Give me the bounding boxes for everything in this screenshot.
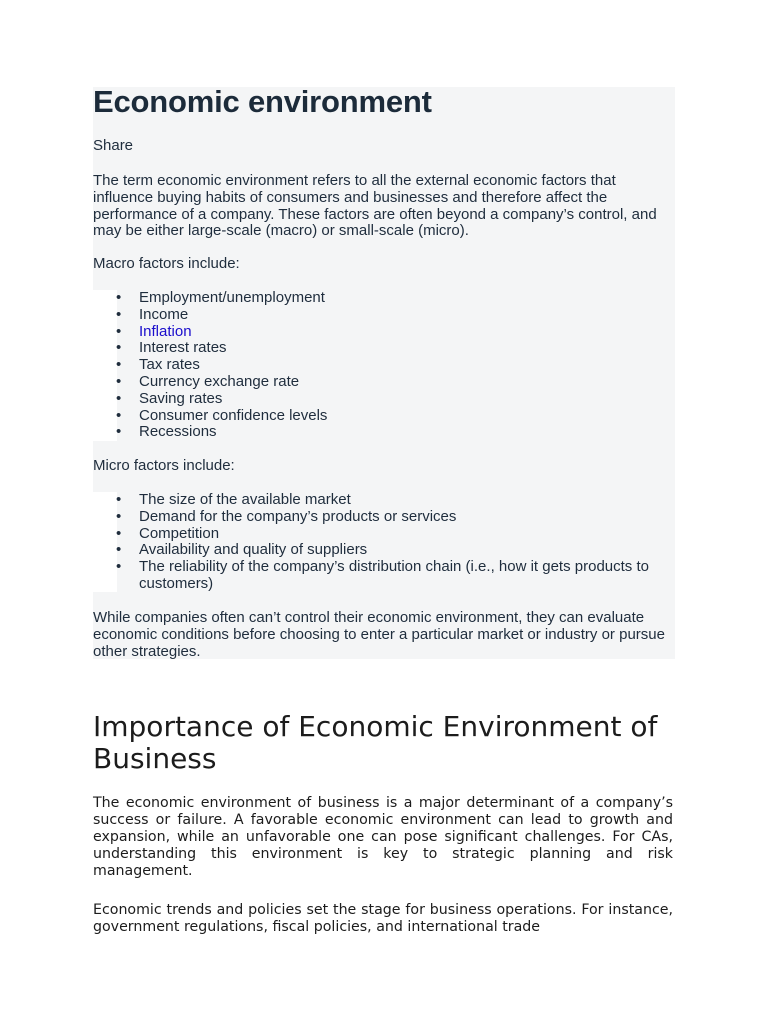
section-paragraph: The economic environment of business is a major determinant of a company’s success or failure. A favorable economic environment can lead to growth and expansion, while an unfavorable one can pose significant challenges. For CAs, understanding this environment is key to strategic planning and risk management. [93, 795, 673, 879]
list-item: • Income [116, 305, 189, 323]
list-item: • Recessions [116, 423, 217, 441]
macro-factors-heading: Macro factors include: [93, 255, 240, 272]
macro-factors-list [93, 290, 675, 441]
article-title: Economic environment [93, 84, 432, 119]
list-item: • Currency exchange rate [116, 372, 300, 390]
list-item: • Inflation [116, 322, 192, 340]
list-item: • The size of the available market [116, 491, 351, 508]
list-item: • Competition [116, 524, 220, 542]
list-item: • The reliability of the company’s distribution chain (i.e., how it gets products to customers) [116, 558, 649, 592]
micro-factors-heading: Micro factors include: [93, 457, 235, 474]
list-item: • Demand for the company’s products or services [116, 507, 457, 525]
micro-factors-list [93, 492, 675, 593]
section-heading: Importance of Economic Environment of Business [93, 710, 658, 775]
closing-paragraph: While companies often can’t control their economic environment, they can evaluate economic conditions before choosing to enter a particular market or industry or pursue other strategies. [93, 609, 665, 660]
list-item: • Availability and quality of suppliers [116, 541, 368, 559]
list-item: • Consumer confidence levels [116, 406, 328, 424]
section-paragraph: Economic trends and policies set the stage for business operations. For instance, government regulations, fiscal policies, and international trade [93, 902, 673, 935]
list-item: • Saving rates [116, 389, 223, 407]
list-item: • Interest rates [116, 339, 227, 357]
inflation-link[interactable]: Inflation [139, 322, 192, 340]
list-item: • Employment/unemployment [116, 289, 325, 306]
list-item: • Tax rates [116, 356, 200, 374]
intro-paragraph: The term economic environment refers to all the external economic factors that influence buying habits of consumers and businesses and therefore affect the performance of a company. These factors are often beyond a company’s control, and may be either large-scale (macro) or small-scale (micro). [93, 172, 657, 240]
share-link[interactable]: Share [93, 137, 134, 154]
